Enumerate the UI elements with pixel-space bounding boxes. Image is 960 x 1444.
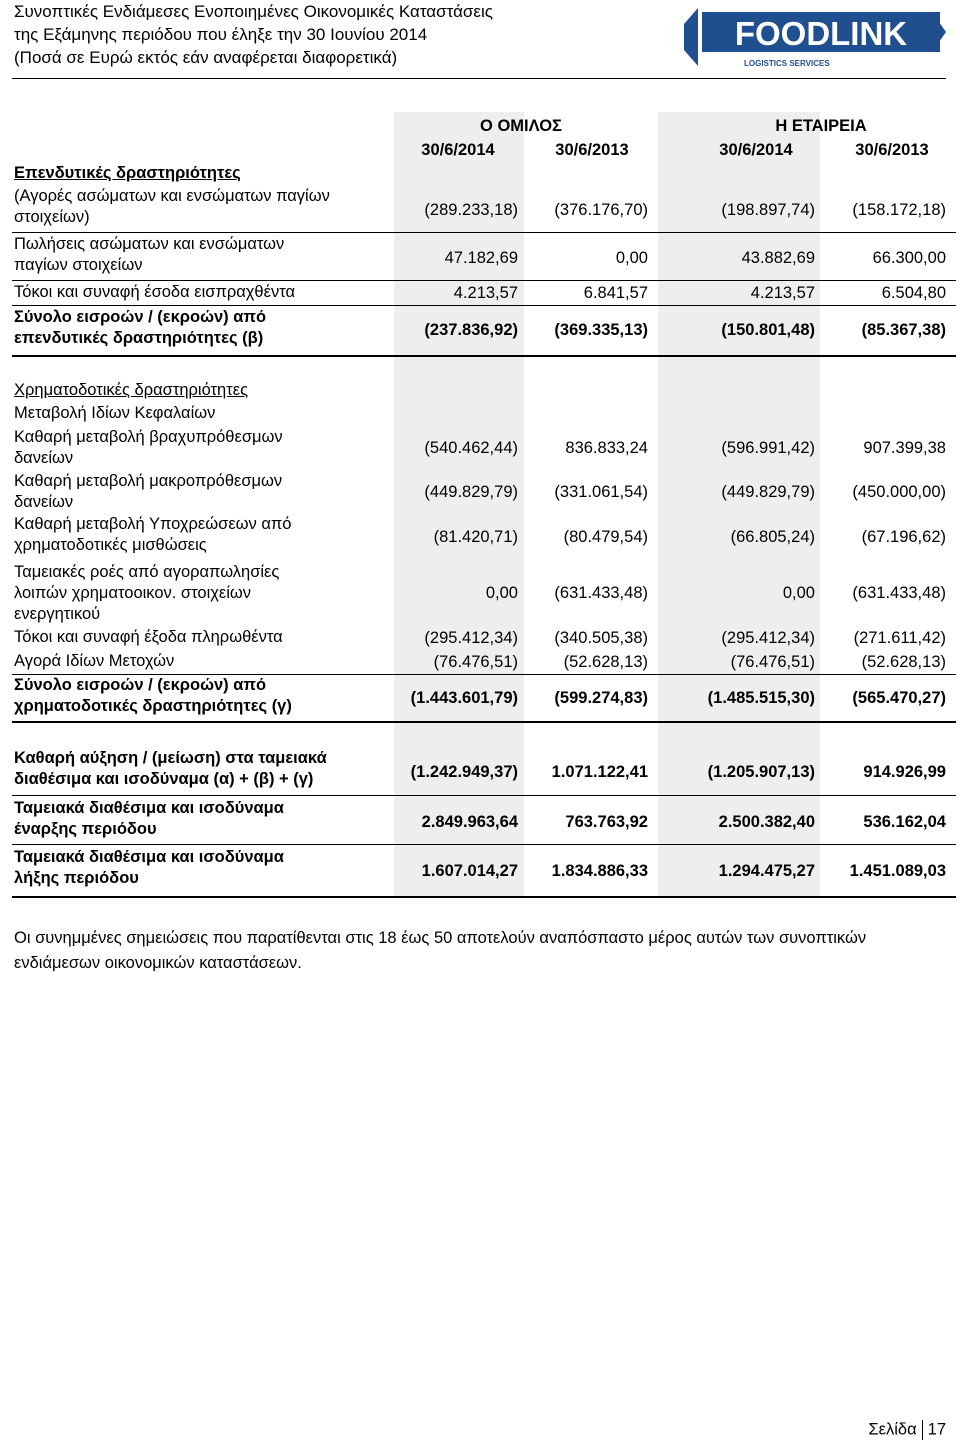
header-divider <box>12 78 946 79</box>
value-group-2013: 6.841,57 <box>583 284 648 302</box>
footnote: Οι συνημμένες σημειώσεις που παρατίθενται στις 18 έως 50 αποτελούν αναπόσπαστο μέρος αυτών των συνοπτικών ενδιάμεσων οικονομικών καταστάσεων. <box>14 929 867 972</box>
header-period: της Εξάμηνης περιόδου που έληξε την 30 Ιουνίου 2014 <box>14 25 428 44</box>
value-group-2013: 763.763,92 <box>565 813 648 831</box>
value-company-2013: 907.399,38 <box>863 439 946 457</box>
company-2013-header: 30/6/2013 <box>855 141 929 159</box>
value-company-2013: (450.000,00) <box>852 483 946 501</box>
value-group-2014: (449.829,79) <box>424 483 518 501</box>
financing-heading: Χρηματοδοτικές δραστηριότητες <box>14 381 249 399</box>
value-group-2014: 1.607.014,27 <box>421 862 518 880</box>
investing-heading: Επενδυτικές δραστηριότητες <box>14 164 241 182</box>
group-2014-header: 30/6/2014 <box>421 141 495 159</box>
value-company-2014: 2.500.382,40 <box>718 813 815 831</box>
row-divider <box>12 795 956 796</box>
value-company-2014: (150.801,48) <box>721 321 815 339</box>
value-company-2014: (1.485.515,30) <box>707 689 815 707</box>
company-2014-header: 30/6/2014 <box>719 141 793 159</box>
value-group-2013: (80.479,54) <box>563 528 648 546</box>
row-divider <box>12 305 956 306</box>
row-divider <box>12 232 956 233</box>
value-group-2013: (52.628,13) <box>563 653 648 671</box>
value-group-2014: (81.420,71) <box>433 528 518 546</box>
value-group-2014: 47.182,69 <box>444 249 518 267</box>
value-company-2013: (67.196,62) <box>861 528 946 546</box>
logo-arrow-left <box>684 8 698 66</box>
value-company-2013: (565.470,27) <box>852 689 946 707</box>
section-divider <box>12 721 956 723</box>
value-company-2014: 43.882,69 <box>741 249 815 267</box>
equity-change-label: Μεταβολή Ιδίων Κεφαλαίων <box>14 404 216 422</box>
value-company-2014: 1.294.475,27 <box>718 862 815 880</box>
value-company-2013: (52.628,13) <box>861 653 946 671</box>
header-title: Συνοπτικές Ενδιάμεσες Ενοποιημένες Οικονομικές Καταστάσεις <box>14 2 493 21</box>
value-company-2013: 536.162,04 <box>863 813 946 831</box>
logo-text: FOODLINK <box>734 15 908 52</box>
value-group-2013: (599.274,83) <box>554 689 648 707</box>
document-header <box>14 0 493 69</box>
value-group-2013: (340.505,38) <box>554 629 648 647</box>
value-group-2014: (289.233,18) <box>424 201 518 219</box>
value-company-2014: (1.205.907,13) <box>707 763 815 781</box>
value-company-2014: (66.805,24) <box>730 528 815 546</box>
value-group-2013: (631.433,48) <box>554 584 648 602</box>
value-company-2013: (85.367,38) <box>861 321 946 339</box>
header-currency-note: (Ποσά σε Ευρώ εκτός εάν αναφέρεται διαφορετικά) <box>14 48 398 67</box>
value-group-2013: 836.833,24 <box>565 439 648 457</box>
value-company-2014: (449.829,79) <box>721 483 815 501</box>
value-group-2013: 1.834.886,33 <box>551 862 648 880</box>
value-company-2013: (271.611,42) <box>853 629 946 647</box>
value-company-2014: (198.897,74) <box>721 201 815 219</box>
value-group-2013: (376.176,70) <box>554 201 648 219</box>
row-divider <box>12 844 956 845</box>
value-company-2013: 6.504,80 <box>881 284 946 302</box>
group-header: Ο ΟΜΙΛΟΣ <box>480 117 562 135</box>
value-group-2014: 2.849.963,64 <box>421 813 518 831</box>
value-company-2014: (596.991,42) <box>721 439 815 457</box>
value-company-2013: (158.172,18) <box>852 201 946 219</box>
footer-separator <box>922 1420 923 1440</box>
value-company-2013: 914.926,99 <box>863 763 946 781</box>
page-number: 17 <box>927 1420 946 1439</box>
section-divider <box>12 355 956 357</box>
value-company-2013: 66.300,00 <box>872 249 946 267</box>
value-group-2013: (369.335,13) <box>554 321 648 339</box>
page-label: Σελίδα <box>868 1420 917 1439</box>
value-group-2014: (540.462,44) <box>424 439 518 457</box>
group-2013-header: 30/6/2013 <box>555 141 629 159</box>
value-group-2014: (1.242.949,37) <box>410 763 518 781</box>
value-group-2014: (76.476,51) <box>433 653 518 671</box>
value-company-2013: (631.433,48) <box>852 584 946 602</box>
value-company-2014: 0,00 <box>782 584 815 602</box>
value-group-2014: 0,00 <box>485 584 518 602</box>
value-group-2013: (331.061,54) <box>554 483 648 501</box>
value-company-2014: (295.412,34) <box>721 629 815 647</box>
value-company-2014: (76.476,51) <box>730 653 815 671</box>
value-group-2014: 4.213,57 <box>453 284 518 302</box>
logo-subtitle: LOGISTICS SERVICES <box>744 59 830 68</box>
value-group-2014: (1.443.601,79) <box>410 689 518 707</box>
row-divider <box>12 280 956 281</box>
value-group-2013: 0,00 <box>615 249 648 267</box>
value-company-2014: 4.213,57 <box>750 284 815 302</box>
value-group-2013: 1.071.122,41 <box>551 763 648 781</box>
value-group-2014: (237.836,92) <box>424 321 518 339</box>
company-header: Η ΕΤΑΙΡΕΙΑ <box>775 117 867 135</box>
page-footer <box>868 1420 946 1440</box>
foodlink-logo <box>684 6 946 72</box>
value-group-2014: (295.412,34) <box>424 629 518 647</box>
value-company-2013: 1.451.089,03 <box>849 862 946 880</box>
table-bottom-rule <box>12 896 956 898</box>
